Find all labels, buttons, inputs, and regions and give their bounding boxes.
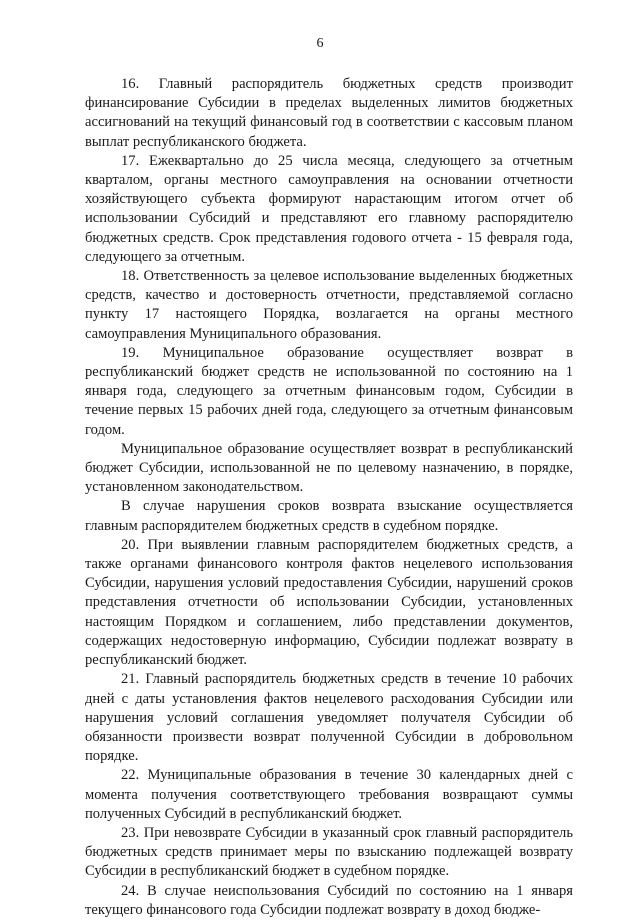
paragraph-19: 19. Муниципальное образование осуществляет возврат в республиканский бюджет средств не использованной по состоянию на 1 января года, следующего за отчетным финансовым годом, Субсидии в течение первых 15 рабочих дней года, следующего за отчетным финансовым годом.	[85, 344, 573, 438]
paragraph-16: 16. Главный распорядитель бюджетных средств производит финансирование Субсидии в пределах выделенных лимитов бюджетных ассигнований на текущий финансовый год в соответствии с кассовым планом выплат республиканского бюджета.	[85, 76, 573, 150]
paragraph-24: 24. В случае неиспользования Субсидий по состоянию на 1 января текущего финансового года Субсидии подлежат возврату в доход бюдже-	[85, 882, 573, 918]
document-body	[85, 75, 573, 920]
paragraph-19-part-3: В случае нарушения сроков возврата взыскание осуществляется главным распорядителем бюджетных средств в судебном порядке.	[85, 498, 573, 534]
paragraph-20: 20. При выявлении главным распорядителем бюджетных средств, а также органами финансового контроля фактов нецелевого использования Субсидии, нарушения условий предоставления Субсидии, нарушений сроков представления отчетности об использовании Субсидии, установленных настоящим Порядком и соглашением, либо представлении документов, содержащих недостоверную информацию, Субсидии подлежат возврату в республиканский бюджет.	[85, 536, 573, 669]
paragraph-17: 17. Ежеквартально до 25 числа месяца, следующего за отчетным кварталом, органы местного самоуправления на основании отчетности хозяйствующего субъекта формируют нарастающим итогом отчет об использовании Субсидий и представляют его главному распорядителю бюджетных средств. Срок представления годового отчета - 15 февраля года, следующего за отчетным.	[85, 152, 573, 265]
paragraph-23: 23. При невозврате Субсидии в указанный срок главный распорядитель бюджетных средств принимает меры по взысканию подлежащей возврату Субсидии в республиканский бюджет в судебном порядке.	[85, 824, 573, 880]
paragraph-19-part-2: Муниципальное образование осуществляет возврат в республиканский бюджет Субсидии, использованной не по целевому назначению, в порядке, установленном законодательством.	[85, 440, 573, 496]
page-number: 6	[316, 36, 324, 51]
paragraph-18: 18. Ответственность за целевое использование выделенных бюджетных средств, качество и достоверность отчетности, представляемой согласно пункту 17 настоящего Порядка, возлагается на органы местного самоуправления Муниципального образования.	[85, 268, 573, 342]
paragraph-21: 21. Главный распорядитель бюджетных средств в течение 10 рабочих дней с даты установления фактов нецелевого расходования Субсидии или нарушения условий соглашения уведомляет получателя Субсидии об обязанности произвести возврат полученной Субсидии в добровольном порядке.	[85, 671, 573, 765]
paragraph-22: 22. Муниципальные образования в течение 30 календарных дней с момента получения соответствующего требования возвращают суммы полученных Субсидий в республиканский бюджет.	[85, 767, 573, 822]
